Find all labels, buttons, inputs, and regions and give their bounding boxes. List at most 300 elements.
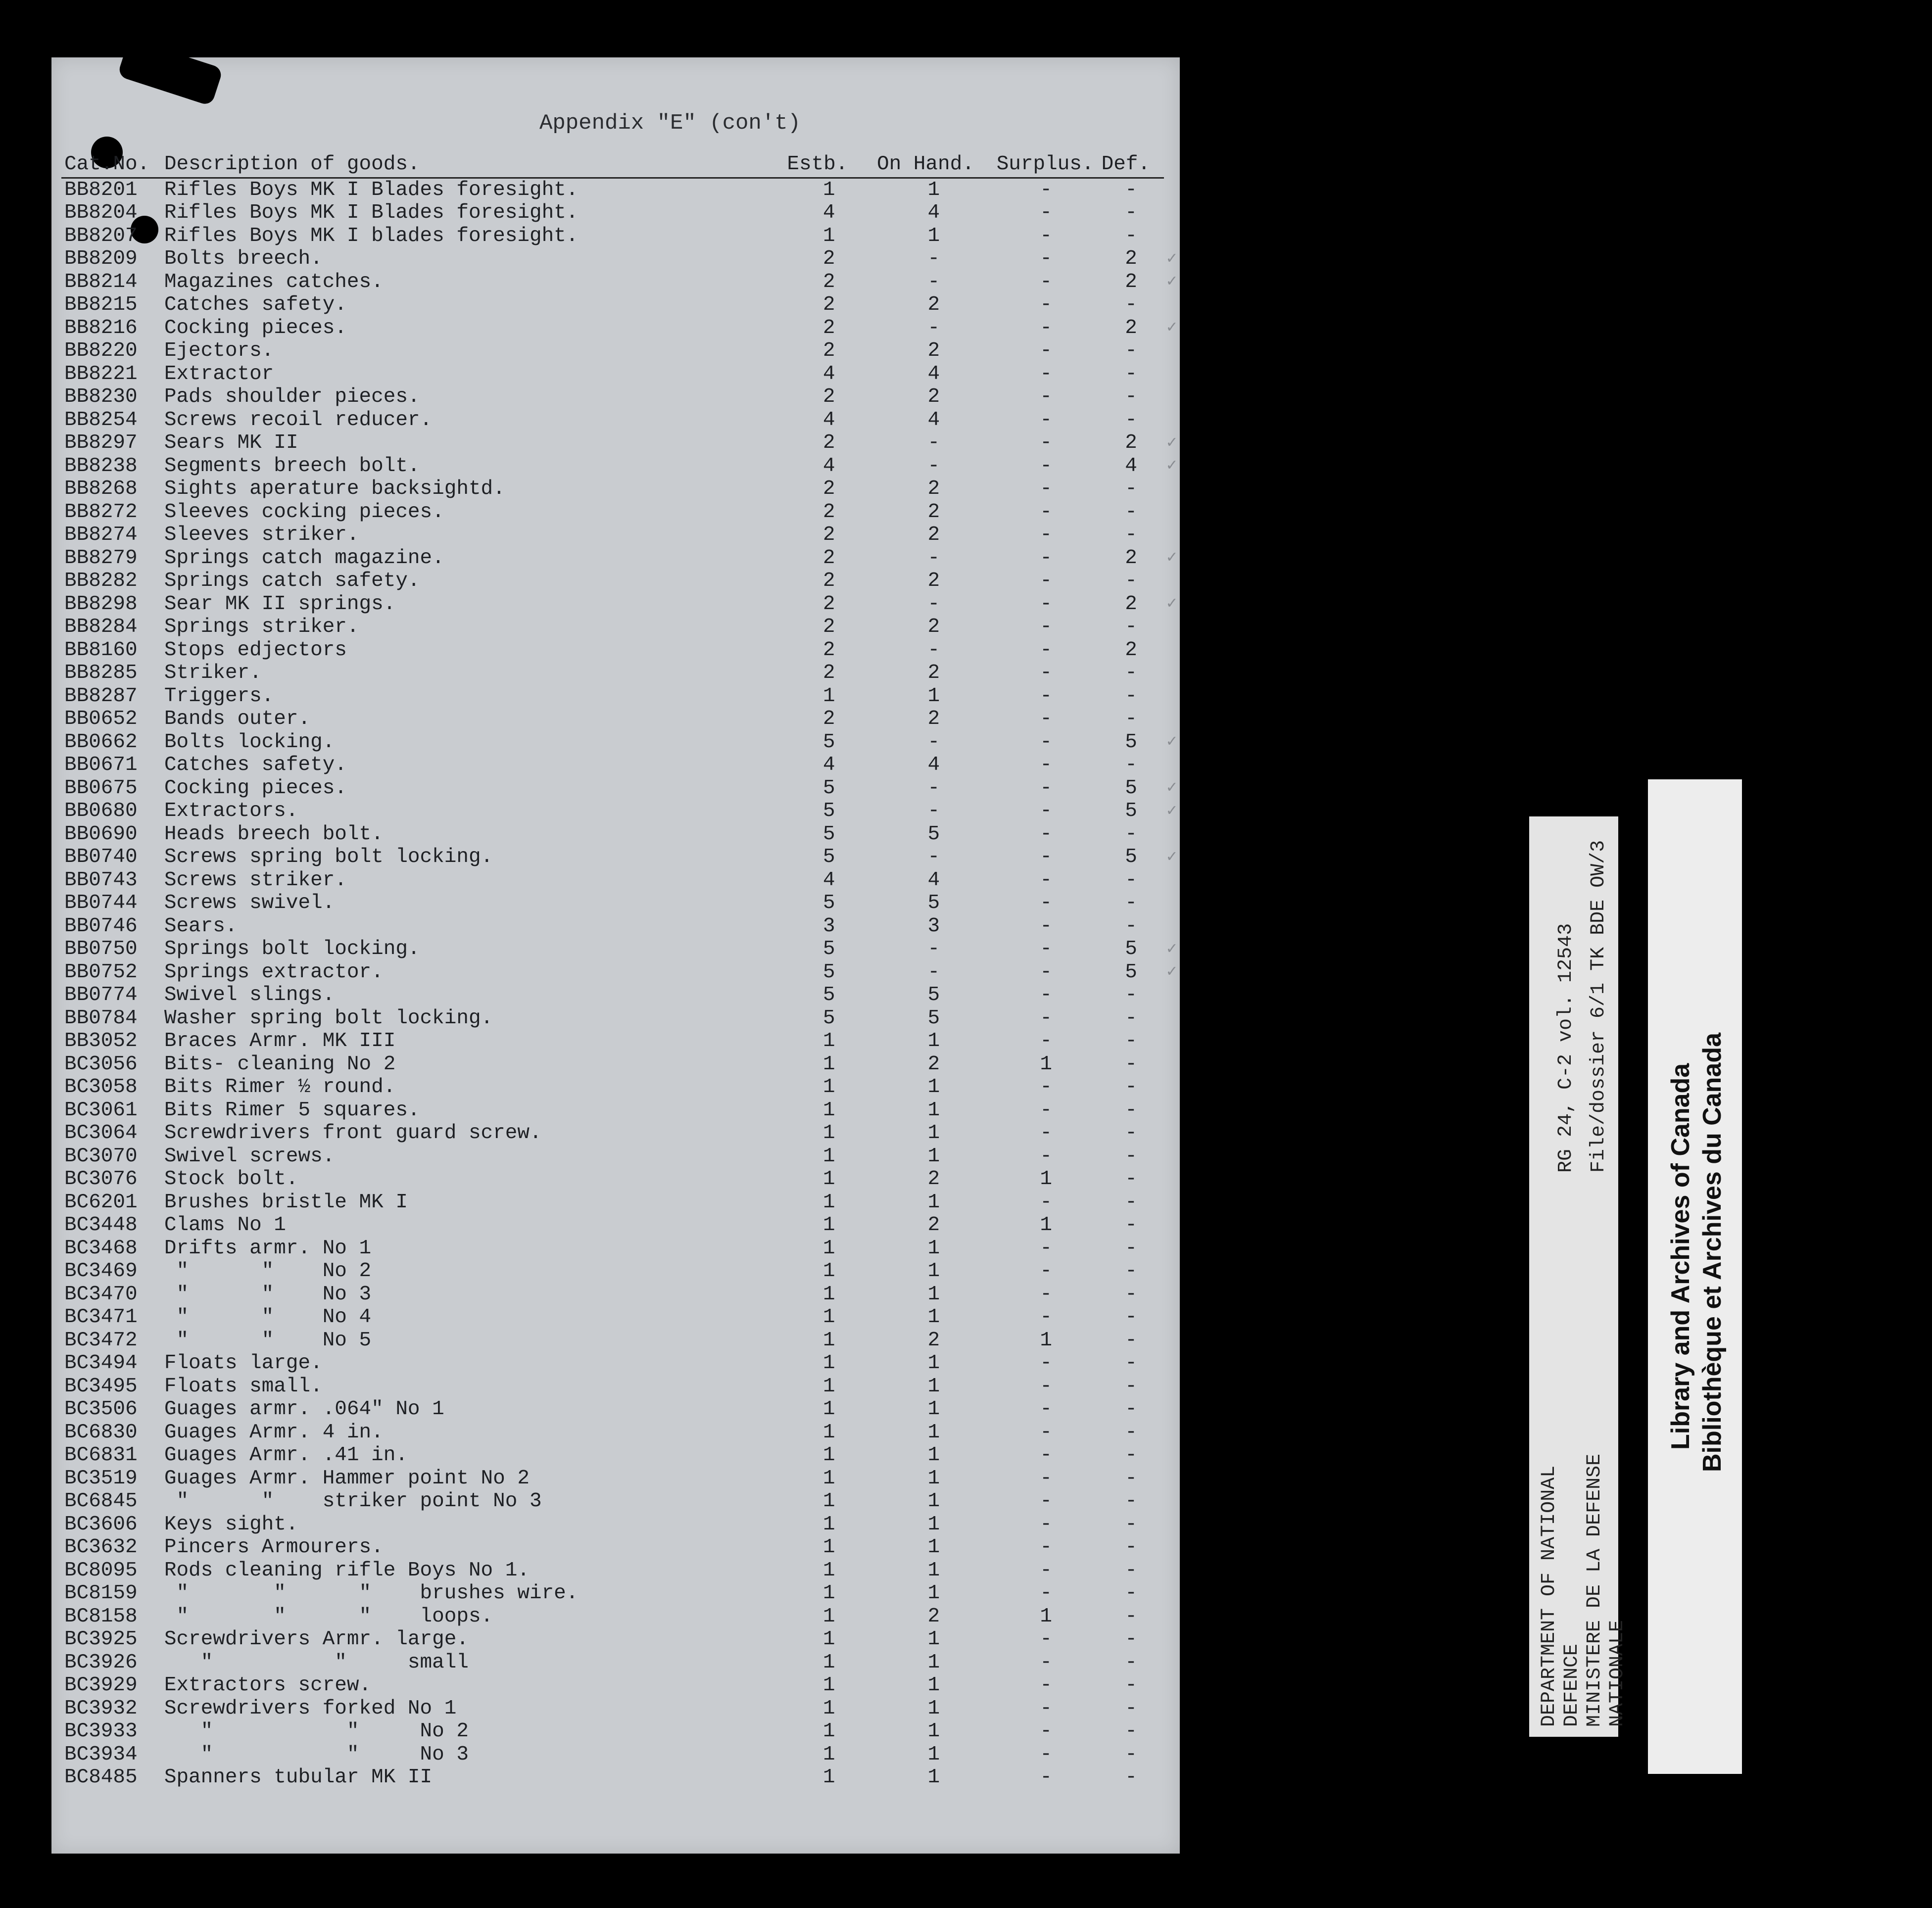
surplus-cell: - [1040, 546, 1052, 570]
on-hand-cell: 1 [927, 1444, 940, 1467]
estb-cell: 2 [822, 316, 835, 339]
table-row [61, 1168, 1180, 1192]
on-hand-cell: - [927, 730, 940, 754]
def-cell: - [1125, 1697, 1137, 1720]
estb-cell: 1 [822, 1375, 835, 1398]
description-cell: Triggers. [164, 684, 274, 708]
estb-cell: 4 [822, 868, 835, 892]
cat-no-cell: BB0740 [64, 846, 138, 869]
cat-no-cell: BB8268 [64, 477, 138, 501]
page-heading: Appendix "E" (con't) [539, 111, 801, 136]
description-cell: Cocking pieces. [164, 776, 347, 800]
checkmark-cell: ✓ [1166, 433, 1177, 453]
cat-no-cell: BB8238 [64, 454, 138, 477]
estb-cell: 1 [822, 1260, 835, 1283]
on-hand-cell: 2 [927, 708, 940, 731]
on-hand-cell: - [927, 247, 940, 271]
estb-cell: 5 [822, 892, 835, 915]
surplus-cell: - [1040, 454, 1052, 477]
def-cell: - [1125, 477, 1137, 501]
surplus-cell: - [1040, 201, 1052, 225]
surplus-cell: - [1040, 638, 1052, 662]
on-hand-cell: 1 [927, 1145, 940, 1168]
surplus-cell: - [1040, 408, 1052, 431]
cat-no-cell: BC3076 [64, 1168, 138, 1191]
checkmark-cell [1164, 1030, 1180, 1053]
table-row [61, 1145, 1180, 1168]
on-hand-cell: - [927, 546, 940, 570]
surplus-cell: - [1040, 1375, 1052, 1398]
cat-no-cell: BC3472 [64, 1329, 138, 1352]
checkmark-cell [1164, 1766, 1180, 1790]
on-hand-cell: 1 [927, 1720, 940, 1743]
on-hand-cell: - [927, 316, 940, 339]
description-cell: Guages armr. .064" No 1 [164, 1398, 444, 1421]
def-cell: - [1125, 1098, 1137, 1122]
surplus-cell: - [1040, 960, 1052, 984]
description-cell: Pincers Armourers. [164, 1536, 384, 1559]
checkmark-cell [1164, 1398, 1180, 1422]
description-cell: Sears MK II [164, 431, 298, 455]
cat-no-cell: BB0662 [64, 730, 138, 754]
table-row [61, 340, 1180, 363]
def-cell: - [1125, 1490, 1137, 1513]
def-cell: - [1125, 1191, 1137, 1214]
def-cell: - [1125, 1398, 1137, 1421]
surplus-cell: 1 [1040, 1605, 1052, 1628]
surplus-cell: - [1040, 822, 1052, 846]
checkmark-cell [1164, 616, 1180, 639]
table-row [61, 938, 1180, 961]
description-cell: Guages Armr. 4 in. [164, 1421, 384, 1444]
surplus-cell: - [1040, 1559, 1052, 1582]
cat-no-cell: BC3468 [64, 1237, 138, 1260]
estb-cell: 2 [822, 293, 835, 317]
def-cell: 2 [1125, 316, 1137, 339]
checkmark-cell [1164, 1375, 1180, 1398]
surplus-cell: - [1040, 868, 1052, 892]
on-hand-cell: 2 [927, 293, 940, 317]
cat-no-cell: BB8297 [64, 431, 138, 455]
checkmark-cell: ✓ [1166, 733, 1177, 752]
table-row [61, 1306, 1180, 1330]
surplus-cell: - [1040, 270, 1052, 293]
surplus-cell: - [1040, 1191, 1052, 1214]
table-row [61, 1421, 1180, 1444]
checkmark-cell [1164, 662, 1180, 685]
estb-cell: 5 [822, 1006, 835, 1030]
cat-no-cell: BB8201 [64, 178, 138, 201]
table-row [61, 271, 1180, 294]
estb-cell: 2 [822, 592, 835, 616]
checkmark-cell [1164, 1559, 1180, 1582]
table-row [61, 662, 1180, 685]
label-line-4: NATIONALE [1606, 1620, 1629, 1727]
cat-no-cell: BC3932 [64, 1697, 138, 1720]
description-cell: Catches safety. [164, 293, 347, 317]
estb-cell: 1 [822, 1306, 835, 1329]
surplus-cell: - [1040, 362, 1052, 385]
estb-cell: 1 [822, 1237, 835, 1260]
on-hand-cell: 1 [927, 1306, 940, 1329]
description-cell: Clams No 1 [164, 1214, 286, 1237]
checkmark-cell: ✓ [1166, 595, 1177, 614]
table-row [61, 1122, 1180, 1145]
cat-no-cell: BB8221 [64, 362, 138, 385]
on-hand-cell: 1 [927, 1076, 940, 1099]
table-row [61, 708, 1180, 731]
table-row [61, 846, 1180, 869]
cat-no-cell: BC3058 [64, 1076, 138, 1099]
checkmark-cell: ✓ [1166, 319, 1177, 338]
checkmark-cell [1164, 1628, 1180, 1652]
def-cell: - [1125, 1513, 1137, 1536]
description-cell: Screws striker. [164, 868, 347, 892]
on-hand-cell: 1 [927, 178, 940, 201]
on-hand-cell: 2 [927, 524, 940, 547]
on-hand-cell: 4 [927, 201, 940, 225]
surplus-cell: - [1040, 178, 1052, 201]
cat-no-cell: BB0671 [64, 754, 138, 777]
def-cell: - [1125, 1444, 1137, 1467]
estb-cell: 1 [822, 1214, 835, 1237]
estb-cell: 5 [822, 730, 835, 754]
checkmark-cell [1164, 915, 1180, 938]
checkmark-cell [1164, 1536, 1180, 1560]
on-hand-cell: - [927, 592, 940, 616]
on-hand-cell: 2 [927, 570, 940, 593]
def-cell: - [1125, 500, 1137, 524]
on-hand-cell: 1 [927, 1766, 940, 1789]
checkmark-cell [1164, 1214, 1180, 1238]
def-cell: 2 [1125, 431, 1137, 455]
table-row [61, 984, 1180, 1007]
table-row [61, 1352, 1180, 1376]
table-row [61, 1398, 1180, 1422]
description-cell: Screwdrivers Armr. large. [164, 1628, 469, 1651]
def-cell: 4 [1125, 454, 1137, 477]
checkmark-cell [1164, 1237, 1180, 1260]
on-hand-cell: 5 [927, 1006, 940, 1030]
cat-no-cell: BB8214 [64, 270, 138, 293]
table-row [61, 432, 1180, 455]
estb-cell: 2 [822, 524, 835, 547]
description-cell: Bits- cleaning No 2 [164, 1052, 396, 1076]
estb-cell: 1 [822, 1122, 835, 1145]
table-row [61, 1536, 1180, 1560]
surplus-cell: - [1040, 1260, 1052, 1283]
cat-no-cell: BB8272 [64, 500, 138, 524]
estb-cell: 4 [822, 408, 835, 431]
def-cell: 2 [1125, 592, 1137, 616]
table-row [61, 616, 1180, 639]
estb-cell: 4 [822, 362, 835, 385]
file-number: File/dossier 6/1 TK BDE OW/3 [1588, 840, 1610, 1173]
on-hand-cell: - [927, 270, 940, 293]
cat-no-cell: BB0746 [64, 914, 138, 938]
description-cell: Screws swivel. [164, 892, 335, 915]
surplus-cell: - [1040, 1076, 1052, 1099]
checkmark-cell [1164, 892, 1180, 915]
def-cell: - [1125, 1766, 1137, 1789]
table-row [61, 1559, 1180, 1582]
checkmark-cell [1164, 1168, 1180, 1192]
description-cell: Springs catch safety. [164, 570, 420, 593]
checkmark-cell [1164, 1260, 1180, 1284]
table-row [61, 1099, 1180, 1122]
surplus-cell: - [1040, 316, 1052, 339]
checkmark-cell [1164, 1007, 1180, 1030]
cat-no-cell: BC8159 [64, 1582, 138, 1605]
surplus-cell: 1 [1040, 1052, 1052, 1076]
table-row [61, 294, 1180, 317]
def-cell: 2 [1125, 247, 1137, 271]
cat-no-cell: BC3469 [64, 1260, 138, 1283]
table-header-row [61, 151, 1180, 178]
checkmark-cell [1164, 1605, 1180, 1628]
def-cell: - [1125, 1145, 1137, 1168]
estb-cell: 1 [822, 1582, 835, 1605]
description-cell: Floats small. [164, 1375, 323, 1398]
on-hand-cell: 3 [927, 914, 940, 938]
def-cell: - [1125, 1628, 1137, 1651]
estb-cell: 3 [822, 914, 835, 938]
surplus-cell: - [1040, 1306, 1052, 1329]
table-row [61, 1053, 1180, 1076]
cat-no-cell: BC8158 [64, 1605, 138, 1628]
surplus-cell: - [1040, 892, 1052, 915]
table-row [61, 754, 1180, 777]
table-row [61, 1283, 1180, 1306]
cat-no-cell: BB0744 [64, 892, 138, 915]
description-cell: Ejectors. [164, 339, 274, 363]
estb-cell: 5 [822, 800, 835, 823]
description-cell: Screws recoil reducer. [164, 408, 433, 431]
table-row [61, 570, 1180, 593]
cat-no-cell: BB0680 [64, 800, 138, 823]
description-cell: " " No 2 [164, 1260, 372, 1283]
def-cell: - [1125, 616, 1137, 639]
on-hand-cell: 5 [927, 822, 940, 846]
on-hand-cell: 1 [927, 1398, 940, 1421]
on-hand-cell: 2 [927, 616, 940, 639]
cat-no-cell: BC3519 [64, 1467, 138, 1490]
checkmark-cell: ✓ [1166, 549, 1177, 568]
on-hand-cell: 1 [927, 1559, 940, 1582]
description-cell: Rods cleaning rifle Boys No 1. [164, 1559, 530, 1582]
on-hand-cell: 1 [927, 1743, 940, 1766]
def-cell: - [1125, 362, 1137, 385]
def-cell: - [1125, 408, 1137, 431]
estb-cell: 2 [822, 546, 835, 570]
surplus-cell: - [1040, 500, 1052, 524]
table-row [61, 892, 1180, 915]
cat-no-cell: BB8230 [64, 385, 138, 409]
on-hand-cell: 1 [927, 1260, 940, 1283]
surplus-cell: - [1040, 1006, 1052, 1030]
estb-cell: 5 [822, 846, 835, 869]
on-hand-cell: 1 [927, 1283, 940, 1306]
surplus-cell: - [1040, 339, 1052, 363]
description-cell: Extractor [164, 362, 274, 385]
header-surplus: Surplus. [994, 151, 1099, 178]
surplus-cell: - [1040, 592, 1052, 616]
on-hand-cell: 5 [927, 984, 940, 1007]
estb-cell: 2 [822, 270, 835, 293]
checkmark-cell [1164, 823, 1180, 846]
on-hand-cell: 1 [927, 1582, 940, 1605]
description-cell: Screwdrivers front guard screw. [164, 1122, 542, 1145]
description-cell: " " No 5 [164, 1329, 372, 1352]
description-cell: Magazines catches. [164, 270, 384, 293]
description-cell: " " No 4 [164, 1306, 372, 1329]
description-cell: Swivel slings. [164, 984, 335, 1007]
table-row [61, 731, 1180, 754]
def-cell: - [1125, 1030, 1137, 1053]
estb-cell: 1 [822, 1398, 835, 1421]
description-cell: Screwdrivers forked No 1 [164, 1697, 457, 1720]
on-hand-cell: 1 [927, 684, 940, 708]
estb-cell: 1 [822, 1467, 835, 1490]
surplus-cell: - [1040, 1122, 1052, 1145]
estb-cell: 5 [822, 984, 835, 1007]
table-row [61, 1651, 1180, 1674]
estb-cell: 1 [822, 684, 835, 708]
on-hand-cell: 5 [927, 892, 940, 915]
on-hand-cell: 2 [927, 1168, 940, 1191]
cat-no-cell: BC3494 [64, 1352, 138, 1375]
def-cell: 5 [1125, 938, 1137, 961]
table-row [61, 869, 1180, 892]
checkmark-cell [1164, 386, 1180, 409]
archive-name-french: Bibliothèque et Archives du Canada [1698, 1032, 1727, 1472]
checkmark-cell [1164, 363, 1180, 386]
surplus-cell: - [1040, 1467, 1052, 1490]
def-cell: - [1125, 224, 1137, 247]
description-cell: " " No 2 [164, 1720, 469, 1743]
cat-no-cell: BB8274 [64, 524, 138, 547]
estb-cell: 1 [822, 1191, 835, 1214]
header-description: Description of goods. [161, 151, 784, 178]
def-cell: - [1125, 1559, 1137, 1582]
cat-no-cell: BB0690 [64, 822, 138, 846]
surplus-cell: - [1040, 1352, 1052, 1375]
description-cell: Bolts breech. [164, 247, 323, 271]
cat-no-cell: BC3929 [64, 1674, 138, 1697]
cat-no-cell: BC3070 [64, 1145, 138, 1168]
table-row [61, 1375, 1180, 1398]
cat-no-cell: BC3471 [64, 1306, 138, 1329]
table-row [61, 1490, 1180, 1514]
checkmark-cell: ✓ [1166, 963, 1177, 982]
description-cell: Braces Armr. MK III [164, 1030, 396, 1053]
cat-no-cell: BB8207 [64, 224, 138, 247]
surplus-cell: - [1040, 524, 1052, 547]
def-cell: 2 [1125, 638, 1137, 662]
surplus-cell: - [1040, 293, 1052, 317]
checkmark-cell: ✓ [1166, 457, 1177, 476]
checkmark-cell [1164, 1421, 1180, 1444]
on-hand-cell: 1 [927, 1490, 940, 1513]
cat-no-cell: BC3606 [64, 1513, 138, 1536]
cat-no-cell: BB8287 [64, 684, 138, 708]
estb-cell: 2 [822, 708, 835, 731]
on-hand-cell: 1 [927, 1536, 940, 1559]
description-cell: Heads breech bolt. [164, 822, 384, 846]
cat-no-cell: BB8285 [64, 662, 138, 685]
surplus-cell: - [1040, 708, 1052, 731]
def-cell: - [1125, 892, 1137, 915]
on-hand-cell: 2 [927, 1214, 940, 1237]
description-cell: Stops edjectors [164, 638, 347, 662]
header-def: Def. [1099, 151, 1164, 178]
def-cell: - [1125, 385, 1137, 409]
cat-no-cell: BC6201 [64, 1191, 138, 1214]
estb-cell: 2 [822, 570, 835, 593]
table-row [61, 501, 1180, 524]
def-cell: - [1125, 708, 1137, 731]
on-hand-cell: 1 [927, 1375, 940, 1398]
description-cell: Extractors screw. [164, 1674, 372, 1697]
estb-cell: 1 [822, 1628, 835, 1651]
surplus-cell: - [1040, 570, 1052, 593]
checkmark-cell [1164, 1099, 1180, 1122]
description-cell: Catches safety. [164, 754, 347, 777]
estb-cell: 1 [822, 1145, 835, 1168]
estb-cell: 2 [822, 385, 835, 409]
def-cell: 5 [1125, 846, 1137, 869]
def-cell: - [1125, 1582, 1137, 1605]
surplus-cell: - [1040, 984, 1052, 1007]
on-hand-cell: 1 [927, 1697, 940, 1720]
surplus-cell: - [1040, 1444, 1052, 1467]
description-cell: Pads shoulder pieces. [164, 385, 420, 409]
cat-no-cell: BB8254 [64, 408, 138, 431]
surplus-cell: - [1040, 914, 1052, 938]
on-hand-cell: - [927, 776, 940, 800]
estb-cell: 1 [822, 1352, 835, 1375]
table-row [61, 409, 1180, 432]
checkmark-cell [1164, 524, 1180, 547]
table-row [61, 1260, 1180, 1284]
def-cell: - [1125, 570, 1137, 593]
description-cell: Springs extractor. [164, 960, 384, 984]
def-cell: - [1125, 293, 1137, 317]
checkmark-cell [1164, 1283, 1180, 1306]
def-cell: - [1125, 1076, 1137, 1099]
on-hand-cell: 2 [927, 1605, 940, 1628]
def-cell: 2 [1125, 270, 1137, 293]
table-row [61, 1191, 1180, 1214]
on-hand-cell: - [927, 638, 940, 662]
on-hand-cell: 2 [927, 662, 940, 685]
surplus-cell: - [1040, 1628, 1052, 1651]
def-cell: - [1125, 662, 1137, 685]
on-hand-cell: 2 [927, 385, 940, 409]
on-hand-cell: - [927, 431, 940, 455]
checkmark-cell [1164, 1674, 1180, 1698]
checkmark-cell [1164, 1467, 1180, 1490]
estb-cell: 2 [822, 662, 835, 685]
surplus-cell: - [1040, 684, 1052, 708]
description-cell: Extractors. [164, 800, 298, 823]
cat-no-cell: BC3925 [64, 1628, 138, 1651]
cat-no-cell: BB8298 [64, 592, 138, 616]
def-cell: - [1125, 339, 1137, 363]
document-page [51, 57, 1180, 1854]
surplus-cell: - [1040, 1490, 1052, 1513]
description-cell: Segments breech bolt. [164, 454, 420, 477]
